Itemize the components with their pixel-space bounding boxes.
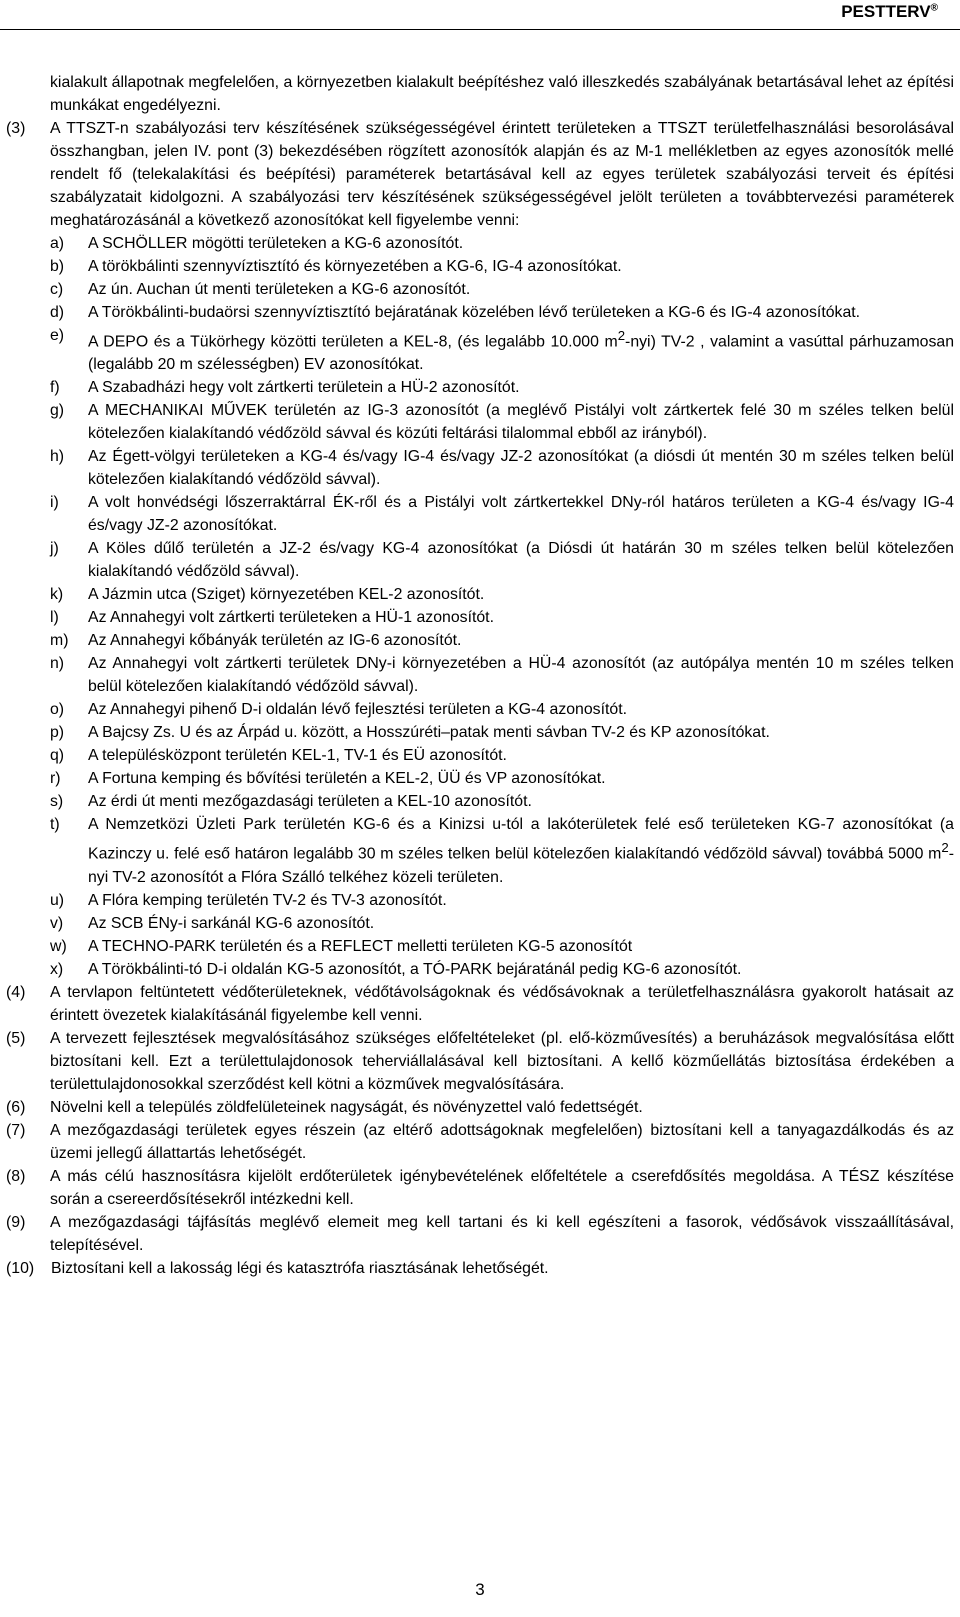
paragraph-number: (6) [6,1098,26,1116]
paragraph-number: (3) [6,120,26,137]
paragraph-number: (7) [6,1121,26,1139]
list-item [50,721,954,744]
list-label: d) [50,304,65,321]
identifier-list [6,232,954,981]
superscript: 2 [941,840,949,856]
list-item [50,537,954,583]
list-text: A SCHÖLLER mögötti területeken a KG-6 azonosítót. [88,235,464,252]
list-item [50,376,954,399]
list-item [50,912,954,935]
paragraph-text: A tervlapon feltüntetett védőterületeknek, védőtávolságoknak és védősávoknak a területfelhasználásra gyakorolt hatásait az érintett övezetek kialakításánál figyelembe kell venni. [50,983,954,1024]
paragraph-text: A TTSZT-n szabályozási terv készítésének szükségességével érintett területeken a TTSZT területfelhasználási besorolásával összhangban, jelen IV. pont (3) bekezdésében rögzített azonosítók alapján és az M-1 mellékletben az egyes azonosítók mellé rendelt fő (telekalakítási és beépítési) paraméterek betartásával kell az egyes területek szabályozási terveit és építési szabályzatait kidolgozni. A szabályozási terv készítésének szükségességével jelölt területen a továbbtervezési paraméterek meghatározásánál a következő azonosítókat kell figyelembe venni: [50,120,954,229]
page-number: 3 [475,1580,485,1599]
list-item [50,790,954,813]
list-item [50,744,954,767]
list-item [50,583,954,606]
list-label: c) [50,281,64,298]
list-text: A MECHANIKAI MŰVEK területén az IG-3 azonosítót (a meglévő Pistályi volt zártkertek felé 30 m széles telken belül kötelezően kialakítandó védőzöld sávval és közúti feltárási tilalommal ebből az irányból). [88,402,954,443]
list-item [50,652,954,698]
list-label: h) [50,448,65,466]
list-text [88,813,954,888]
list-text: A TECHNO-PARK területén és a REFLECT melletti területen KG-5 azonosítót [88,937,633,955]
list-text: Az Annahegyi volt zártkerti területeken a HÜ-1 azonosítót. [88,609,494,627]
list-text: Az Annahegyi kőbányák területén az IG-6 azonosítót. [88,632,462,650]
list-item [50,278,954,301]
list-label: n) [50,655,65,673]
list-label: w) [50,937,67,955]
list-text: A Jázmin utca (Sziget) környezetében KEL-2 azonosítót. [88,586,485,604]
paragraph-text: A tervezett fejlesztések megvalósításához szükséges előfeltételeket (pl. elő-közművesítés) a beruházások megvalósítása előtt biztosítani kell. Ezt a területtulajdonosok teherviállalásával kell biztosítani. A kellő közműellátás biztosítása érdekében a területtulajdonosokkal szerződést kell kötni a közművek megvalósítására. [50,1029,954,1093]
list-item [50,958,954,981]
page-header [841,2,938,22]
text-part: A Nemzetközi Üzleti Park területén KG-6 és a Kinizsi u-tól a lakóterületek felé eső területeken KG-7 azonosítókat (a Kazinczy u. felé eső határon legalább 30 m széles telken belül kötelezően kialakítandó védőzöld sávval) továbbá 5000 m [88,816,954,863]
list-label: p) [50,724,65,742]
list-item [50,767,954,790]
list-label: e) [50,327,65,344]
list-item [50,491,954,537]
list-text: A Köles dűlő területén a JZ-2 és/vagy KG-4 azonosítókat (a Diósdi út határán 30 m széles telken belül kötelezően kialakítandó védőzöld sávval). [88,540,954,581]
list-text: Az ún. Auchan út menti területeken a KG-6 azonosítót. [88,281,471,298]
list-label: s) [50,793,64,811]
list-item [50,232,954,255]
list-label: t) [50,816,60,834]
list-text: Az Annahegyi pihenő D-i oldalán lévő fejlesztési területen a KG-4 azonosítót. [88,701,628,719]
list-label: b) [50,258,65,275]
list-label: f) [50,379,60,397]
list-text: A Bajcsy Zs. U és az Árpád u. között, a Hosszúréti–patak menti sávban TV-2 és KP azonosítókat. [88,724,770,742]
paragraph-text: A mezőgazdasági tájfásítás meglévő elemeit meg kell tartani és ki kell egészíteni a fasorok, védősávok visszaállításával, telepítésével. [50,1213,954,1254]
list-item [50,445,954,491]
list-item [50,698,954,721]
paragraph-number: (5) [6,1029,26,1047]
list-item [50,889,954,912]
paragraph-text: A más célú hasznosításra kijelölt erdőterületek igénybevételének előfeltétele a cserefdősítés megoldása. A TÉSZ készítése során a csereerdősítésekről intézkedni kell. [50,1167,954,1208]
paragraph-4 [6,981,954,1027]
superscript: 2 [617,328,626,343]
list-item [50,813,954,888]
list-item [50,935,954,958]
list-text: A Szabadházi hegy volt zártkerti területein a HÜ-2 azonosítót. [88,379,520,397]
list-text: Az érdi út menti mezőgazdasági területen a KEL-10 azonosítót. [88,793,532,811]
paragraph-3 [6,117,954,232]
list-label: l) [50,609,59,627]
list-label: g) [50,402,65,420]
registered-mark: ® [930,2,938,14]
intro-paragraph [6,71,954,117]
list-text: A volt honvédségi lőszerraktárral ÉK-ről és a Pistályi volt zártkertekkel DNy-ról határos területen a KG-4 és/vagy IG-4 és/vagy JZ-2 azonosítókat. [88,494,954,535]
document-body [6,71,954,1280]
text-part: -nyi TV-2 azonosítót a Flóra Szálló telkéhez közeli területen. [88,845,954,886]
list-label: q) [50,747,65,765]
paragraph-number: (10) [6,1259,35,1277]
list-item [50,301,954,324]
list-text: A Törökbálinti-tó D-i oldalán KG-5 azonosítót, a TÓ-PARK bejáratánál pedig KG-6 azonosítót. [88,960,742,978]
list-item [50,606,954,629]
paragraph-9 [6,1211,954,1257]
paragraph-text: Biztosítani kell a lakosság légi és katasztrófa riasztásának lehetőségét. [51,1259,549,1277]
text-part: A DEPO és a Tükörhegy közötti területen a KEL-8, (és legalább 10.000 m [88,333,618,351]
paragraph-5 [6,1027,954,1096]
list-item [50,255,954,278]
list-text: A településközpont területén KEL-1, TV-1 és EÜ azonosítót. [88,747,507,765]
list-text: A Fortuna kemping és bővítési területén a KEL-2, ÜÜ és VP azonosítókat. [88,770,606,788]
list-item [50,629,954,652]
paragraph-number: (8) [6,1167,26,1185]
paragraph-text: Növelni kell a település zöldfelületeinek nagyságát, és növényzettel való fedettségét. [50,1098,643,1116]
list-text: A törökbálinti szennyvíztisztító és környezetében a KG-6, IG-4 azonosítókat. [88,258,622,275]
paragraph-number: (9) [6,1213,26,1231]
list-text [88,324,954,376]
paragraph-8 [6,1165,954,1211]
list-text: Az SCB ÉNy-i sarkánál KG-6 azonosítót. [88,914,375,932]
list-label: k) [50,586,64,604]
list-label: i) [50,494,59,512]
list-text: A Flóra kemping területén TV-2 és TV-3 azonosítót. [88,891,447,909]
paragraph-7 [6,1119,954,1165]
paragraph-6 [6,1096,954,1119]
list-text: Az Annahegyi volt zártkerti területek DNy-i környezetében a HÜ-4 azonosítót (az autópálya mentén 10 m széles telken belül kötelezően kialakítandó védőzöld sávval). [88,655,954,696]
list-label: a) [50,235,65,252]
header-rule [0,29,960,30]
list-label: r) [50,770,61,788]
list-label: j) [50,540,59,558]
text-part: -nyi) TV-2 , valamint a vasúttal párhuzamosan (legalább 20 m szélességben) EV azonosítókat. [88,333,955,374]
list-label: x) [50,960,64,978]
list-label: m) [50,632,69,650]
list-label: u) [50,891,65,909]
list-text: Az Égett-völgyi területeken a KG-4 és/vagy IG-4 és/vagy JZ-2 azonosítókat (a diósdi út mentén 30 m széles telken belül kötelezően kialakítandó védőzöld sávval). [88,448,954,489]
paragraph-number: (4) [6,983,26,1001]
brand-name: PESTTERV [841,2,931,21]
list-label: v) [50,914,64,932]
list-text: A Törökbálinti-budaörsi szennyvíztisztító bejáratának közelében lévő területeken a KG-6 és IG-4 azonosítókat. [88,304,861,321]
list-item [50,324,954,376]
paragraph-text: kialakult állapotnak megfelelően, a környezetben kialakult beépítéshez való illeszkedés szabályának betartásával lehet az építési munkákat engedélyezni. [50,74,954,114]
list-label: o) [50,701,65,719]
paragraph-text: A mezőgazdasági területek egyes részein (az eltérő adottságoknak megfelelően) biztosítani kell a tanyagazdálkodás és az üzemi jellegű állattartás lehetőségét. [50,1121,954,1162]
list-item [50,399,954,445]
paragraph-10 [6,1257,954,1280]
